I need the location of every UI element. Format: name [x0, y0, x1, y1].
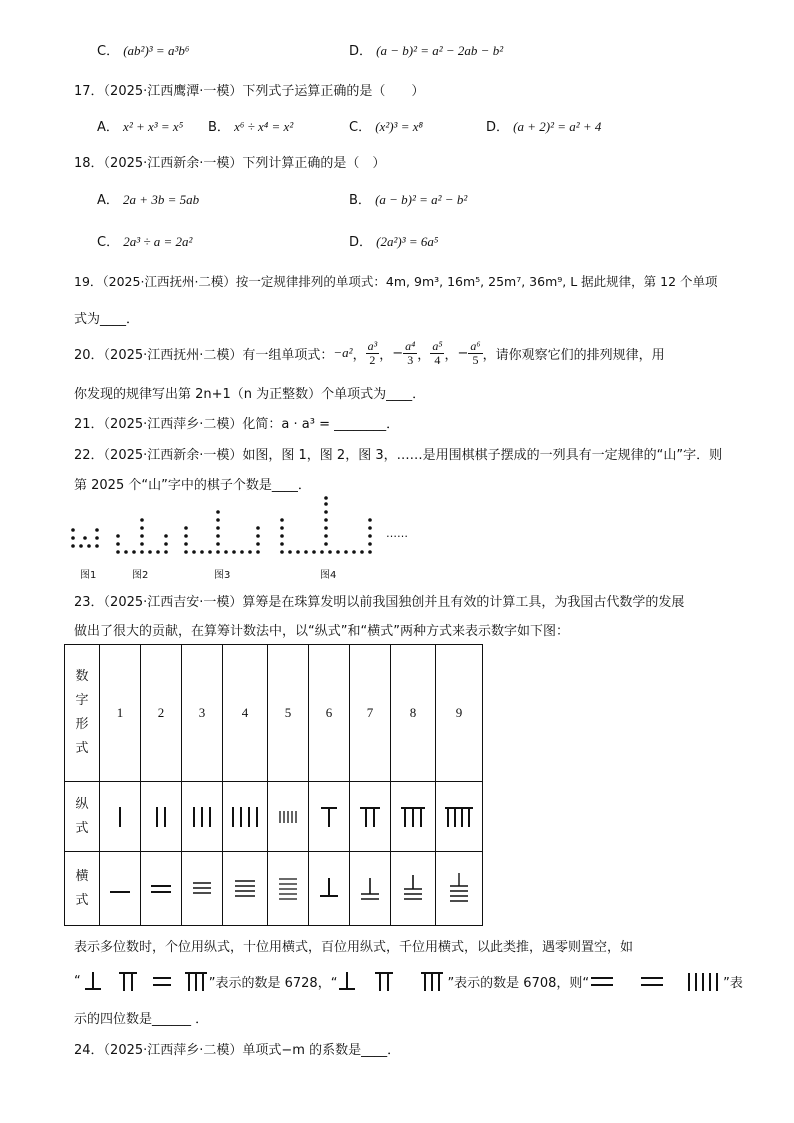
- zong-8: [391, 782, 436, 852]
- q24-text: 24．（2025·江西萍乡·二模）单项式−m 的系数是____．: [74, 1043, 401, 1058]
- q18-option-b: [349, 189, 467, 208]
- q20-term-4: $\frac{\text{a⁵}}{4}$: [432, 338, 443, 367]
- option-expr: 2a³ ÷ a = 2a²: [123, 234, 193, 249]
- header-hengshi: 横 式: [65, 852, 100, 926]
- header-shuzi-xingshi: 数 字 形 式: [65, 645, 100, 782]
- option-expr: (2a²)³ = 6a⁵: [376, 234, 439, 249]
- figures-ellipsis: ……: [386, 527, 408, 540]
- q21-text: 21．（2025·江西萍乡·二模）化简：a · a³ = ________．: [74, 417, 400, 432]
- q20-term-3: $\frac{\text{a⁴}}{3}$: [405, 338, 416, 367]
- zong-6: [309, 782, 350, 852]
- option-label: C．: [97, 44, 120, 59]
- option-expr: (a − b)² = a² − 2ab − b²: [376, 43, 504, 58]
- option-label: B．: [349, 193, 371, 208]
- q17-option-a: [97, 116, 183, 135]
- option-expr: (ab²)³ = a³b⁶: [123, 43, 190, 58]
- q23-line2: 做出了很大的贡献，在算筹计数法中，以“纵式”和“横式”两种方式来表示数字如下图：: [74, 624, 569, 639]
- zong-9: [436, 782, 483, 852]
- option-label: D．: [486, 120, 510, 135]
- q20-term-2: $\frac{\text{a³}}{2}$: [367, 338, 378, 367]
- rod-6728: [81, 969, 209, 993]
- figure-1-dots: [71, 528, 99, 548]
- q20-term-5: $\frac{\text{a⁶}}{5}$: [470, 338, 481, 367]
- q20-term-1: −a²: [333, 345, 353, 360]
- q20-suffix: ，请你观察它们的排列规律，用: [482, 347, 665, 363]
- heng-8: [391, 852, 436, 926]
- zong-1: [100, 782, 141, 852]
- caption-fig2: 图2: [132, 570, 149, 581]
- option-label: C．: [97, 235, 120, 250]
- digit-6: 6: [309, 645, 350, 782]
- q19-line2: 式为____．: [74, 312, 140, 327]
- caption-fig1: 图1: [80, 570, 97, 581]
- q23-line1: 23．（2025·江西吉安·一模）算筹是在珠算发明以前我国独创并且有效的计算工具，为我国古代数学的发展: [74, 595, 685, 610]
- heng-9: [436, 852, 483, 926]
- option-expr: 2a + 3b = 5ab: [123, 192, 200, 207]
- heng-4: [223, 852, 268, 926]
- q23-examples: “ ”表示的数是 6728，“ ”表示的数是 6708，则“ ”表: [74, 966, 743, 996]
- q23-last: 示的四位数是______ ．: [74, 1012, 209, 1027]
- q17-option-b: [208, 116, 293, 135]
- q16-option-c: [97, 40, 189, 59]
- heng-1: [100, 852, 141, 926]
- heng-6: [309, 852, 350, 926]
- q17-option-c: [349, 116, 423, 135]
- caption-fig4: 图4: [320, 570, 337, 581]
- option-label: A．: [97, 120, 119, 135]
- q18-option-a: [97, 189, 199, 208]
- q22-line2: 第 2025 个“山”字中的棋子个数是____．: [74, 478, 311, 493]
- option-label: D．: [349, 235, 373, 250]
- digit-3: 3: [182, 645, 223, 782]
- q19-line1: 19．（2025·江西抚州·二模）按一定规律排列的单项式：4m, 9m³, 16m⁵, 25m⁷, 36m⁹, L 据此规律，第 12 个单项: [74, 274, 718, 289]
- option-expr: x² + x³ = x⁵: [123, 119, 184, 134]
- heng-2: [141, 852, 182, 926]
- option-label: C．: [349, 120, 372, 135]
- q20-line2: 你发现的规律写出第 2n+1（n 为正整数）个单项式为____．: [74, 387, 426, 402]
- q18-option-c: [97, 231, 192, 250]
- heng-5: [268, 852, 309, 926]
- q23-after1: 表示多位数时，个位用纵式，十位用横式，百位用纵式，千位用横式，以此类推，遇零则置空，如: [74, 940, 634, 955]
- q20-line1: 20．（2025·江西抚州·二模）有一组单项式： −a² ， $\frac{\text{a³}}{2}$ ， − $\frac{\text{a⁴}}{3}$ ， $\frac{\text{a⁵}}{4}$ ， − $\frac{\text{a⁶}}{5}$ ，请你观察它们的排列规律，用: [74, 338, 665, 367]
- option-expr: (x²)³ = x⁸: [375, 119, 424, 134]
- digit-5: 5: [268, 645, 309, 782]
- option-label: B．: [208, 120, 230, 135]
- zong-3: [182, 782, 223, 852]
- q20-prefix: 20．（2025·江西抚州·二模）有一组单项式：: [74, 347, 334, 363]
- rod-unknown: [589, 969, 723, 993]
- digit-7: 7: [350, 645, 391, 782]
- heng-7: [350, 852, 391, 926]
- figure-3-dots: [184, 510, 260, 554]
- digit-2: 2: [141, 645, 182, 782]
- caption-fig3: 图3: [214, 570, 231, 581]
- rod-6708: [337, 969, 447, 993]
- option-expr: x⁶ ÷ x⁴ = x²: [234, 119, 294, 134]
- zong-4: [223, 782, 268, 852]
- figure-2-dots: [116, 518, 168, 554]
- q18-stem: 18．（2025·江西新余·一模）下列计算正确的是（ ）: [74, 156, 386, 171]
- digit-1: 1: [100, 645, 141, 782]
- option-label: D．: [349, 44, 373, 59]
- digit-9: 9: [436, 645, 483, 782]
- header-zongshi: 纵 式: [65, 782, 100, 852]
- zong-7: [350, 782, 391, 852]
- option-label: A．: [97, 193, 119, 208]
- q18-option-d: [349, 231, 438, 250]
- option-expr: (a − b)² = a² − b²: [375, 192, 468, 207]
- q22-line1: 22．（2025·江西新余·一模）如图，图 1，图 2，图 3，……是用围棋棋子摆成的一列具有一定规律的“山”字．则: [74, 448, 723, 463]
- option-expr: (a + 2)² = a² + 4: [513, 119, 602, 134]
- figure-4-dots: [280, 496, 372, 554]
- digit-8: 8: [391, 645, 436, 782]
- heng-3: [182, 852, 223, 926]
- counting-rod-table: [64, 644, 483, 926]
- q17-option-d: [486, 116, 601, 135]
- zong-5: [268, 782, 309, 852]
- shan-figures: [68, 496, 428, 566]
- q17-stem: 17．（2025·江西鹰潭·一模）下列式子运算正确的是（ ）: [74, 84, 425, 99]
- zong-2: [141, 782, 182, 852]
- digit-4: 4: [223, 645, 268, 782]
- q16-option-d: [349, 40, 503, 59]
